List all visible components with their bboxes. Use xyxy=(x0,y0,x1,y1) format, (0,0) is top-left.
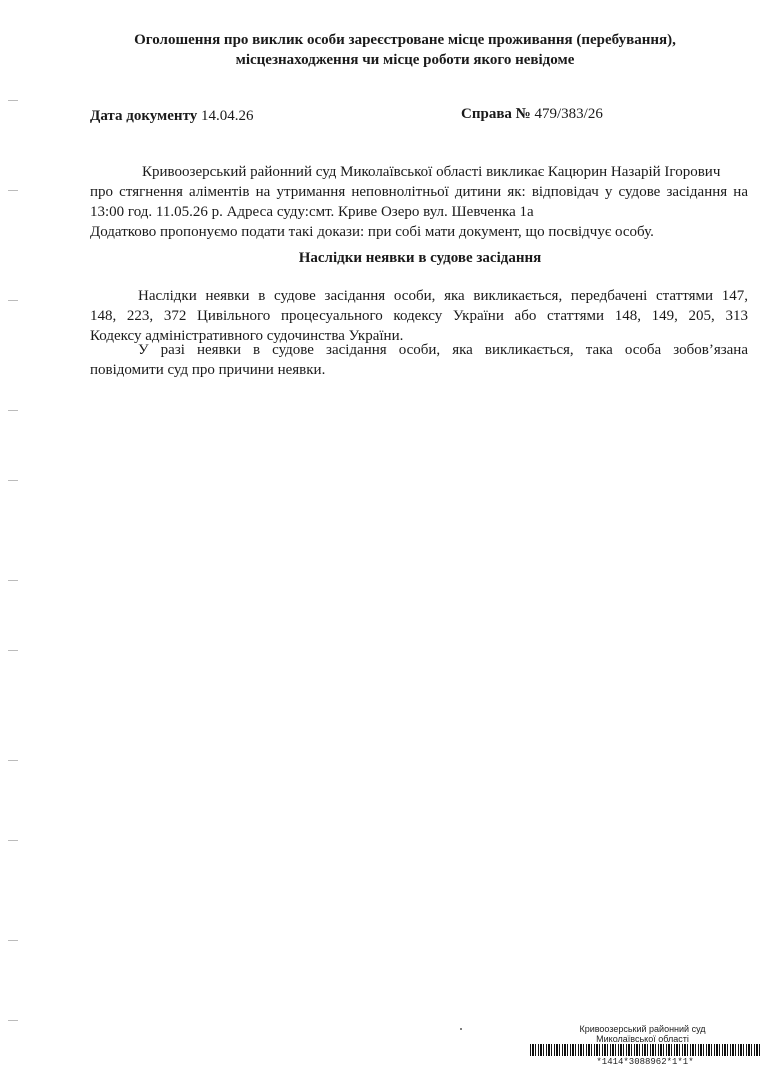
evidence-paragraph: Додатково пропонуємо подати такі докази: при собі мати документ, що посвідчує особу. xyxy=(90,224,654,240)
barcode xyxy=(530,1044,760,1056)
paragraph-line: Кодексу адміністративного судочинства України. xyxy=(90,328,404,344)
barcode-number: *1414*3088962*1*1* xyxy=(596,1057,694,1067)
case-value: 479/383/26 xyxy=(534,106,603,122)
paragraph-line: про стягнення аліментів на утримання неповнолітньої дитини як: відповідач у судове засідання на xyxy=(90,184,748,200)
obligation-paragraph xyxy=(90,340,748,380)
stamp-line-1: Кривоозерський районний суд xyxy=(579,1024,706,1034)
stamp-line-2: Миколаївської області xyxy=(596,1034,689,1044)
case-label: Справа № xyxy=(461,106,531,122)
document-title xyxy=(90,30,720,70)
paragraph-line: 13:00 год. 11.05.26 р. Адреса суду:смт. Криве Озеро вул. Шевченка 1а xyxy=(90,204,534,220)
section-heading: Наслідки неявки в судове засідання xyxy=(298,250,542,266)
paragraph-line: повідомити суд про причини неявки. xyxy=(90,362,326,378)
title-line-2: місцезнаходження чи місце роботи якого невідоме xyxy=(235,52,575,68)
court-stamp xyxy=(530,1024,755,1044)
title-line-1: Оголошення про виклик особи зареєстроване місце проживання (перебування), xyxy=(134,32,676,48)
document-date xyxy=(90,108,254,125)
paragraph-line: 148, 223, 372 Цивільного процесуального кодексу України або статтями 148, 149, 205, 313 xyxy=(90,308,748,324)
paragraph-line: Наслідки неявки в судове засідання особи, яка викликається, передбачені статтями 147, xyxy=(138,288,748,304)
summons-paragraph xyxy=(90,162,748,222)
scan-margin-marks xyxy=(0,0,40,1085)
case-number xyxy=(461,106,603,123)
scan-speck xyxy=(460,1028,462,1030)
paragraph-line: Кривоозерський районний суд Миколаївської області викликає Кацюрин Назарій Ігорович xyxy=(142,164,721,180)
date-label: Дата документу xyxy=(90,108,198,124)
date-value: 14.04.26 xyxy=(201,108,254,124)
paragraph-line: У разі неявки в судове засідання особи, яка викликається, така особа зобов’язана xyxy=(138,342,748,358)
consequences-paragraph xyxy=(90,286,748,346)
